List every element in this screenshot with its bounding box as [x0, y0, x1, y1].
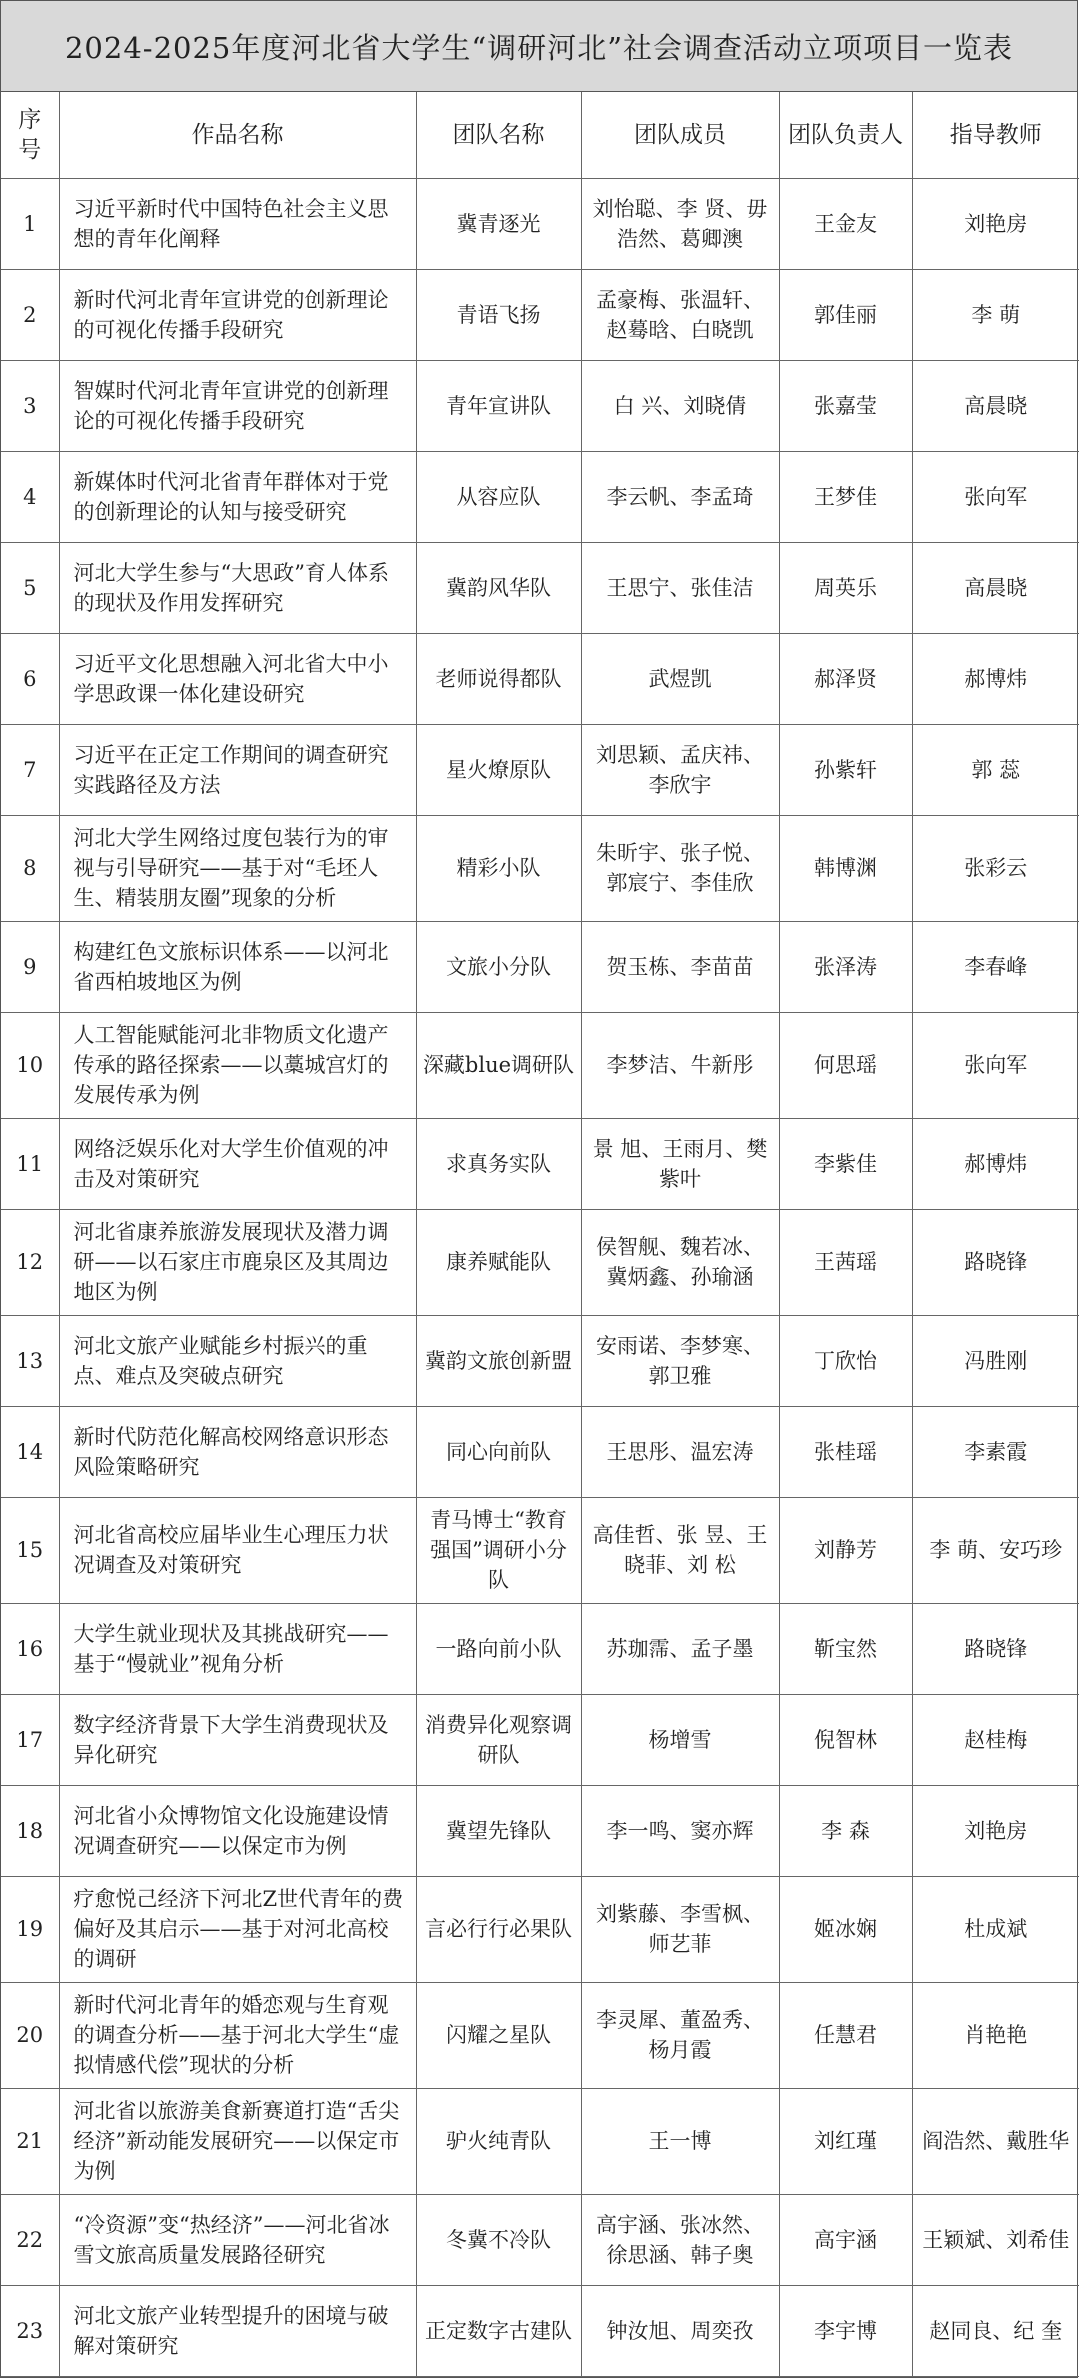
- advisor: 赵同良、纪 奎: [912, 2285, 1079, 2376]
- project-title: 疗愈悦己经济下河北Z世代青年的费偏好及其启示——基于对河北高校的调研: [59, 1876, 416, 1982]
- row-number: 21: [1, 2088, 59, 2194]
- team-leader: 王金友: [779, 178, 912, 269]
- project-title: 习近平文化思想融入河北省大中小学思政课一体化建设研究: [59, 633, 416, 724]
- team-leader: 王梦佳: [779, 451, 912, 542]
- row-number: 11: [1, 1118, 59, 1209]
- team-leader: 孙紫轩: [779, 724, 912, 815]
- header-title: 作品名称: [59, 92, 416, 178]
- advisor: 路晓锋: [912, 1209, 1079, 1315]
- table-row: [1, 815, 1079, 921]
- table-row: [1, 724, 1079, 815]
- table-row: [1, 1603, 1079, 1694]
- project-title: 网络泛娱乐化对大学生价值观的冲击及对策研究: [59, 1118, 416, 1209]
- team-name: 驴火纯青队: [416, 2088, 581, 2194]
- row-number: 10: [1, 1012, 59, 1118]
- project-title: 河北省以旅游美食新赛道打造“舌尖经济”新动能发展研究——以保定市为例: [59, 2088, 416, 2194]
- team-name: 正定数字古建队: [416, 2285, 581, 2376]
- header-no: 序号: [1, 92, 59, 178]
- advisor: 张向军: [912, 1012, 1079, 1118]
- team-members: 王思宁、张佳洁: [581, 542, 779, 633]
- advisor: 张向军: [912, 451, 1079, 542]
- team-members: 贺玉栋、李苗苗: [581, 921, 779, 1012]
- team-name: 言必行行必果队: [416, 1876, 581, 1982]
- header-teacher: 指导教师: [912, 92, 1079, 178]
- team-leader: 何思瑶: [779, 1012, 912, 1118]
- team-leader: 高宇涵: [779, 2194, 912, 2285]
- project-title: 智媒时代河北青年宣讲党的创新理论的可视化传播手段研究: [59, 360, 416, 451]
- table-row: [1, 1694, 1079, 1785]
- row-number: 17: [1, 1694, 59, 1785]
- advisor: 路晓锋: [912, 1603, 1079, 1694]
- table-row: [1, 542, 1079, 633]
- team-name: 康养赋能队: [416, 1209, 581, 1315]
- team-name: 冀韵风华队: [416, 542, 581, 633]
- advisor: 郝博炜: [912, 633, 1079, 724]
- document-title: 2024-2025年度河北省大学生“调研河北”社会调查活动立项项目一览表: [1, 1, 1077, 92]
- project-title: 河北文旅产业转型提升的困境与破解对策研究: [59, 2285, 416, 2376]
- advisor: 王颖斌、刘希佳: [912, 2194, 1079, 2285]
- team-members: 王思彤、温宏涛: [581, 1406, 779, 1497]
- team-members: 白 兴、刘晓倩: [581, 360, 779, 451]
- team-members: 孟豪梅、张温轩、赵蓦晗、白晓凯: [581, 269, 779, 360]
- team-members: 刘紫藤、李雪枫、师艺菲: [581, 1876, 779, 1982]
- advisor: 刘艳房: [912, 1785, 1079, 1876]
- advisor: 李 萌、安巧珍: [912, 1497, 1079, 1603]
- row-number: 6: [1, 633, 59, 724]
- team-leader: 周英乐: [779, 542, 912, 633]
- row-number: 14: [1, 1406, 59, 1497]
- advisor: 李 萌: [912, 269, 1079, 360]
- team-name: 青马博士“教育强国”调研小分队: [416, 1497, 581, 1603]
- row-number: 9: [1, 921, 59, 1012]
- team-name: 冀望先锋队: [416, 1785, 581, 1876]
- table-row: [1, 1785, 1079, 1876]
- table-row: [1, 1497, 1079, 1603]
- table-row: [1, 451, 1079, 542]
- table-body: [1, 178, 1079, 2376]
- team-leader: 任慧君: [779, 1982, 912, 2088]
- project-title: 习近平在正定工作期间的调查研究实践路径及方法: [59, 724, 416, 815]
- team-leader: 张桂瑶: [779, 1406, 912, 1497]
- team-name: 青年宣讲队: [416, 360, 581, 451]
- table-row: [1, 2088, 1079, 2194]
- team-members: 刘怡聪、李 贤、毋浩然、葛卿澳: [581, 178, 779, 269]
- team-members: 朱昕宇、张子悦、郭宸宁、李佳欣: [581, 815, 779, 921]
- team-leader: 刘红瑾: [779, 2088, 912, 2194]
- advisor: 李春峰: [912, 921, 1079, 1012]
- advisor: 高晨晓: [912, 360, 1079, 451]
- team-leader: 郝泽贤: [779, 633, 912, 724]
- team-leader: 郭佳丽: [779, 269, 912, 360]
- team-name: 一路向前小队: [416, 1603, 581, 1694]
- team-leader: 姬冰娴: [779, 1876, 912, 1982]
- row-number: 4: [1, 451, 59, 542]
- advisor: 杜成斌: [912, 1876, 1079, 1982]
- advisor: 郝博炜: [912, 1118, 1079, 1209]
- team-name: 冀青逐光: [416, 178, 581, 269]
- table-row: [1, 1012, 1079, 1118]
- row-number: 16: [1, 1603, 59, 1694]
- team-name: 青语飞扬: [416, 269, 581, 360]
- team-members: 武煜凯: [581, 633, 779, 724]
- team-members: 高宇涵、张冰然、徐思涵、韩子奥: [581, 2194, 779, 2285]
- row-number: 7: [1, 724, 59, 815]
- team-leader: 丁欣怡: [779, 1315, 912, 1406]
- advisor: 赵桂梅: [912, 1694, 1079, 1785]
- advisor: 阎浩然、戴胜华: [912, 2088, 1079, 2194]
- row-number: 23: [1, 2285, 59, 2376]
- project-title: 河北大学生网络过度包装行为的审视与引导研究——基于对“毛坯人生、精装朋友圈”现象的分析: [59, 815, 416, 921]
- team-leader: 王茜瑶: [779, 1209, 912, 1315]
- project-title: “冷资源”变“热经济”——河北省冰雪文旅高质量发展路径研究: [59, 2194, 416, 2285]
- advisor: 张彩云: [912, 815, 1079, 921]
- project-title: 河北文旅产业赋能乡村振兴的重点、难点及突破点研究: [59, 1315, 416, 1406]
- table-row: [1, 1118, 1079, 1209]
- table-row: [1, 1982, 1079, 2088]
- team-leader: 张嘉莹: [779, 360, 912, 451]
- team-members: 李灵犀、董盈秀、杨月霞: [581, 1982, 779, 2088]
- team-members: 杨增雪: [581, 1694, 779, 1785]
- advisor: 冯胜刚: [912, 1315, 1079, 1406]
- team-leader: 李 森: [779, 1785, 912, 1876]
- advisor: 肖艳艳: [912, 1982, 1079, 2088]
- row-number: 20: [1, 1982, 59, 2088]
- project-table: [1, 92, 1079, 2377]
- team-name: 深藏blue调研队: [416, 1012, 581, 1118]
- project-title: 新时代河北青年的婚恋观与生育观的调查分析——基于河北大学生“虚拟情感代偿”现状的分析: [59, 1982, 416, 2088]
- team-leader: 刘静芳: [779, 1497, 912, 1603]
- table-row: [1, 2194, 1079, 2285]
- row-number: 22: [1, 2194, 59, 2285]
- table-header-row: [1, 92, 1079, 178]
- header-team: 团队名称: [416, 92, 581, 178]
- row-number: 2: [1, 269, 59, 360]
- row-number: 5: [1, 542, 59, 633]
- team-name: 冀韵文旅创新盟: [416, 1315, 581, 1406]
- team-leader: 李紫佳: [779, 1118, 912, 1209]
- team-leader: 靳宝然: [779, 1603, 912, 1694]
- row-number: 13: [1, 1315, 59, 1406]
- team-leader: 韩博渊: [779, 815, 912, 921]
- row-number: 3: [1, 360, 59, 451]
- team-name: 星火燎原队: [416, 724, 581, 815]
- team-name: 文旅小分队: [416, 921, 581, 1012]
- table-row: [1, 1876, 1079, 1982]
- table-row: [1, 1406, 1079, 1497]
- row-number: 15: [1, 1497, 59, 1603]
- table-row: [1, 633, 1079, 724]
- team-name: 求真务实队: [416, 1118, 581, 1209]
- team-name: 同心向前队: [416, 1406, 581, 1497]
- project-title: 人工智能赋能河北非物质文化遗产传承的路径探索——以藁城宫灯的发展传承为例: [59, 1012, 416, 1118]
- row-number: 19: [1, 1876, 59, 1982]
- project-title: 构建红色文旅标识体系——以河北省西柏坡地区为例: [59, 921, 416, 1012]
- team-leader: 李宇博: [779, 2285, 912, 2376]
- project-title: 河北大学生参与“大思政”育人体系的现状及作用发挥研究: [59, 542, 416, 633]
- team-members: 景 旭、王雨月、樊紫叶: [581, 1118, 779, 1209]
- table-row: [1, 178, 1079, 269]
- team-leader: 张泽涛: [779, 921, 912, 1012]
- advisor: 刘艳房: [912, 178, 1079, 269]
- project-title: 新时代河北青年宣讲党的创新理论的可视化传播手段研究: [59, 269, 416, 360]
- advisor: 郭 蕊: [912, 724, 1079, 815]
- team-members: 安雨诺、李梦寒、郭卫雅: [581, 1315, 779, 1406]
- team-members: 钟汝旭、周奕孜: [581, 2285, 779, 2376]
- project-title: 数字经济背景下大学生消费现状及异化研究: [59, 1694, 416, 1785]
- header-members: 团队成员: [581, 92, 779, 178]
- project-title: 河北省高校应届毕业生心理压力状况调查及对策研究: [59, 1497, 416, 1603]
- row-number: 1: [1, 178, 59, 269]
- header-leader: 团队负责人: [779, 92, 912, 178]
- advisor: 高晨晓: [912, 542, 1079, 633]
- team-members: 王一博: [581, 2088, 779, 2194]
- table-row: [1, 2285, 1079, 2376]
- table-row: [1, 1209, 1079, 1315]
- team-name: 精彩小队: [416, 815, 581, 921]
- team-members: 李梦洁、牛新彤: [581, 1012, 779, 1118]
- team-members: 高佳哲、张 昱、王晓菲、刘 松: [581, 1497, 779, 1603]
- team-name: 闪耀之星队: [416, 1982, 581, 2088]
- project-title: 河北省小众博物馆文化设施建设情况调查研究——以保定市为例: [59, 1785, 416, 1876]
- team-members: 苏珈霈、孟子墨: [581, 1603, 779, 1694]
- team-name: 冬冀不冷队: [416, 2194, 581, 2285]
- team-name: 老师说得都队: [416, 633, 581, 724]
- team-leader: 倪智林: [779, 1694, 912, 1785]
- project-title: 习近平新时代中国特色社会主义思想的青年化阐释: [59, 178, 416, 269]
- row-number: 18: [1, 1785, 59, 1876]
- team-members: 侯智舰、魏若冰、冀炳鑫、孙瑜涵: [581, 1209, 779, 1315]
- advisor: 李素霞: [912, 1406, 1079, 1497]
- project-title: 大学生就业现状及其挑战研究——基于“慢就业”视角分析: [59, 1603, 416, 1694]
- table-row: [1, 269, 1079, 360]
- project-title: 新时代防范化解高校网络意识形态风险策略研究: [59, 1406, 416, 1497]
- project-title: 河北省康养旅游发展现状及潜力调研——以石家庄市鹿泉区及其周边地区为例: [59, 1209, 416, 1315]
- team-members: 李云帆、李孟琦: [581, 451, 779, 542]
- team-name: 消费异化观察调研队: [416, 1694, 581, 1785]
- project-title: 新媒体时代河北省青年群体对于党的创新理论的认知与接受研究: [59, 451, 416, 542]
- team-name: 从容应队: [416, 451, 581, 542]
- table-row: [1, 1315, 1079, 1406]
- team-members: 李一鸣、窦亦辉: [581, 1785, 779, 1876]
- team-members: 刘思颖、孟庆祎、李欣宇: [581, 724, 779, 815]
- row-number: 8: [1, 815, 59, 921]
- row-number: 12: [1, 1209, 59, 1315]
- table-row: [1, 921, 1079, 1012]
- table-row: [1, 360, 1079, 451]
